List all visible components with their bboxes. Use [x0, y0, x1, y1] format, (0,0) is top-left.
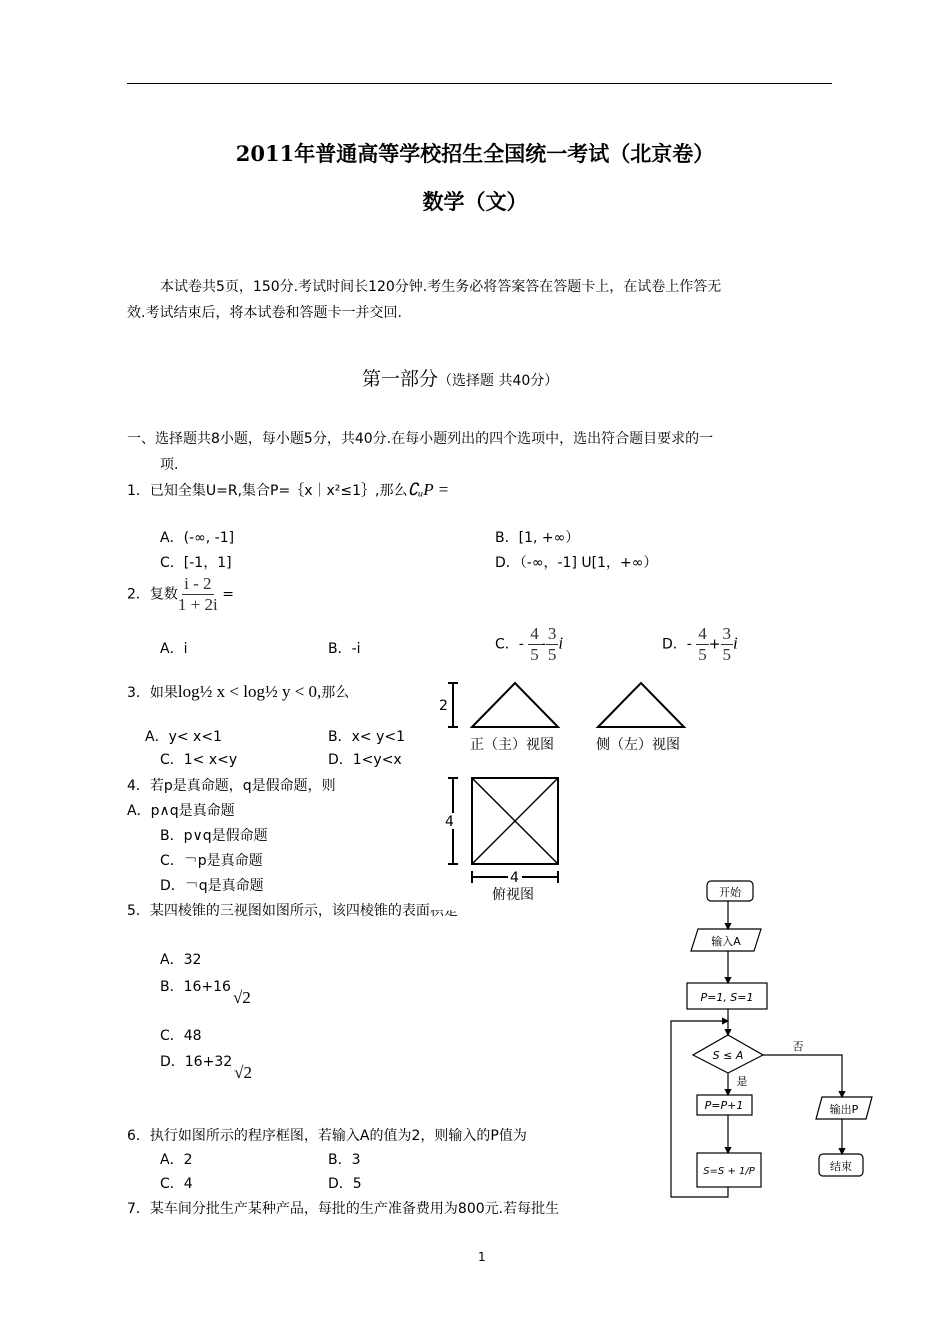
input-label: 输入A [711, 935, 741, 948]
q5-option-a: A．32 [160, 952, 202, 968]
q3-tail: 那么 [321, 685, 350, 701]
depth-label: 4 [445, 814, 454, 830]
q5-option-c: C．48 [160, 1028, 202, 1044]
q3-stem [127, 682, 349, 702]
q2-option-a: A．i [160, 641, 188, 657]
q2-num: i - 2 [184, 574, 212, 593]
q1-option-d: D．（-∞，-1] U[1，+∞） [495, 555, 658, 571]
q4-option-d: D．￢q是真命题 [160, 878, 264, 894]
top-view-label: 俯视图 [492, 887, 534, 903]
q4-option-c: C．￢p是真命题 [160, 853, 263, 869]
part-note: （选择题 共40分） [438, 373, 559, 389]
no-label: 否 [792, 1040, 804, 1053]
q3-option-b: B．x< y<1 [328, 729, 405, 745]
q5-option-b [160, 976, 251, 1007]
condition-label: S ≤ A [712, 1049, 744, 1062]
start-label: 开始 [719, 886, 741, 899]
part-heading [362, 364, 558, 391]
q6-option-b: B．3 [328, 1152, 361, 1168]
q3-option-d: D．1<y<x [328, 752, 402, 768]
q2-fraction [178, 574, 218, 615]
header-rule [127, 83, 832, 84]
init-label: P=1, S=1 [700, 991, 754, 1004]
imag-unit: i [558, 633, 564, 653]
q2-den: 1 + 2i [177, 595, 218, 614]
q2-text: 2．复数 [127, 586, 178, 603]
q2-d-label: D．- [662, 636, 692, 653]
q3-text: 3．如果 [127, 685, 178, 701]
q1-option-b: B．[1, +∞） [495, 530, 580, 546]
q5-b-text: B．16+16 [160, 979, 231, 995]
q6-option-d: D．5 [328, 1176, 362, 1192]
q1-option-c: C．[-1，1] [160, 555, 232, 571]
op: - [540, 636, 546, 653]
frac-den: 5 [698, 645, 707, 664]
frac-den: 5 [530, 645, 539, 664]
section-line1: 一、选择题共8小题，每小题5分，共40分.在每小题列出的四个选项中，选出符合题目要求的一 [127, 431, 714, 447]
q7-stem: 7．某车间分批生产某种产品，每批的生产准备费用为800元.若每批生 [127, 1201, 560, 1217]
step1-label: P=P+1 [704, 1099, 744, 1112]
frac-num: 4 [698, 624, 707, 643]
q2-c-label: C．- [495, 636, 524, 653]
front-view-triangle [472, 683, 558, 727]
q4-stem: 4．若p是真命题，q是假命题，则 [127, 778, 336, 794]
intro-line2: 效.考试结束后，将本试卷和答题卡一并交回. [127, 305, 402, 321]
q5-stem: 5．某四棱锥的三视图如图所示，该四棱锥的表面积是 [127, 903, 458, 919]
q6-option-a: A．2 [160, 1152, 193, 1168]
front-view-label: 正（主）视图 [470, 737, 554, 753]
q1-math: ∁ᵤP = [407, 480, 450, 499]
frac-den: 5 [722, 645, 732, 664]
q2-option-b: B．-i [328, 641, 361, 657]
q6-option-c: C．4 [160, 1176, 193, 1192]
sqrt-2: √2 [234, 1063, 252, 1082]
q4-option-a: A．p∧q是真命题 [127, 803, 235, 819]
intro-line1: 本试卷共5页，150分.考试时间长120分钟.考生务必将答案答在答题卡上，在试卷上作答无 [160, 279, 722, 295]
q3-option-a: A．y< x<1 [145, 729, 222, 745]
op: + [708, 636, 721, 653]
side-view-triangle [598, 683, 684, 727]
imag-unit: i [733, 633, 738, 653]
q2-option-c [495, 624, 563, 665]
yes-label: 是 [736, 1075, 748, 1088]
q3-option-c: C．1< x<y [160, 752, 238, 768]
height-label: 2 [439, 698, 448, 714]
frac-num: 3 [547, 624, 557, 643]
q1-stem [127, 480, 449, 500]
q2-option-d [662, 624, 738, 665]
flowchart [660, 875, 900, 1205]
q5-option-d [160, 1051, 252, 1082]
exam-title: 2011年普通高等学校招生全国统一考试（北京卷） [235, 141, 715, 166]
page-number: 1 [478, 1250, 486, 1264]
end-label: 结束 [830, 1160, 852, 1173]
frac-num: 4 [530, 624, 539, 643]
q1-option-a: A．(-∞, -1] [160, 530, 235, 546]
part-title: 第一部分 [362, 368, 439, 390]
step2-label: S=S + 1/P [703, 1166, 755, 1177]
q5-d-text: D．16+32 [160, 1054, 233, 1070]
q2-eq: = [222, 586, 234, 603]
side-view-label: 侧（左）视图 [596, 737, 680, 753]
frac-num: 3 [722, 624, 732, 643]
section-line2: 项. [160, 457, 179, 473]
q6-stem: 6．执行如图所示的程序框图，若输入A的值为2，则输入的P值为 [127, 1128, 527, 1144]
sqrt-2: √2 [232, 988, 251, 1007]
q2-stem [127, 574, 234, 615]
q1-text: 1．已知全集U=R,集合P=｛x｜x²≤1｝,那么 [127, 483, 408, 499]
frac-den: 5 [547, 645, 557, 664]
q4-option-b: B．p∨q是假命题 [160, 828, 268, 844]
exam-subtitle: 数学（文） [422, 189, 528, 214]
output-label: 输出P [829, 1103, 859, 1116]
width-label: 4 [510, 870, 519, 886]
q3-math: log½ x < log½ y < 0, [177, 682, 322, 701]
